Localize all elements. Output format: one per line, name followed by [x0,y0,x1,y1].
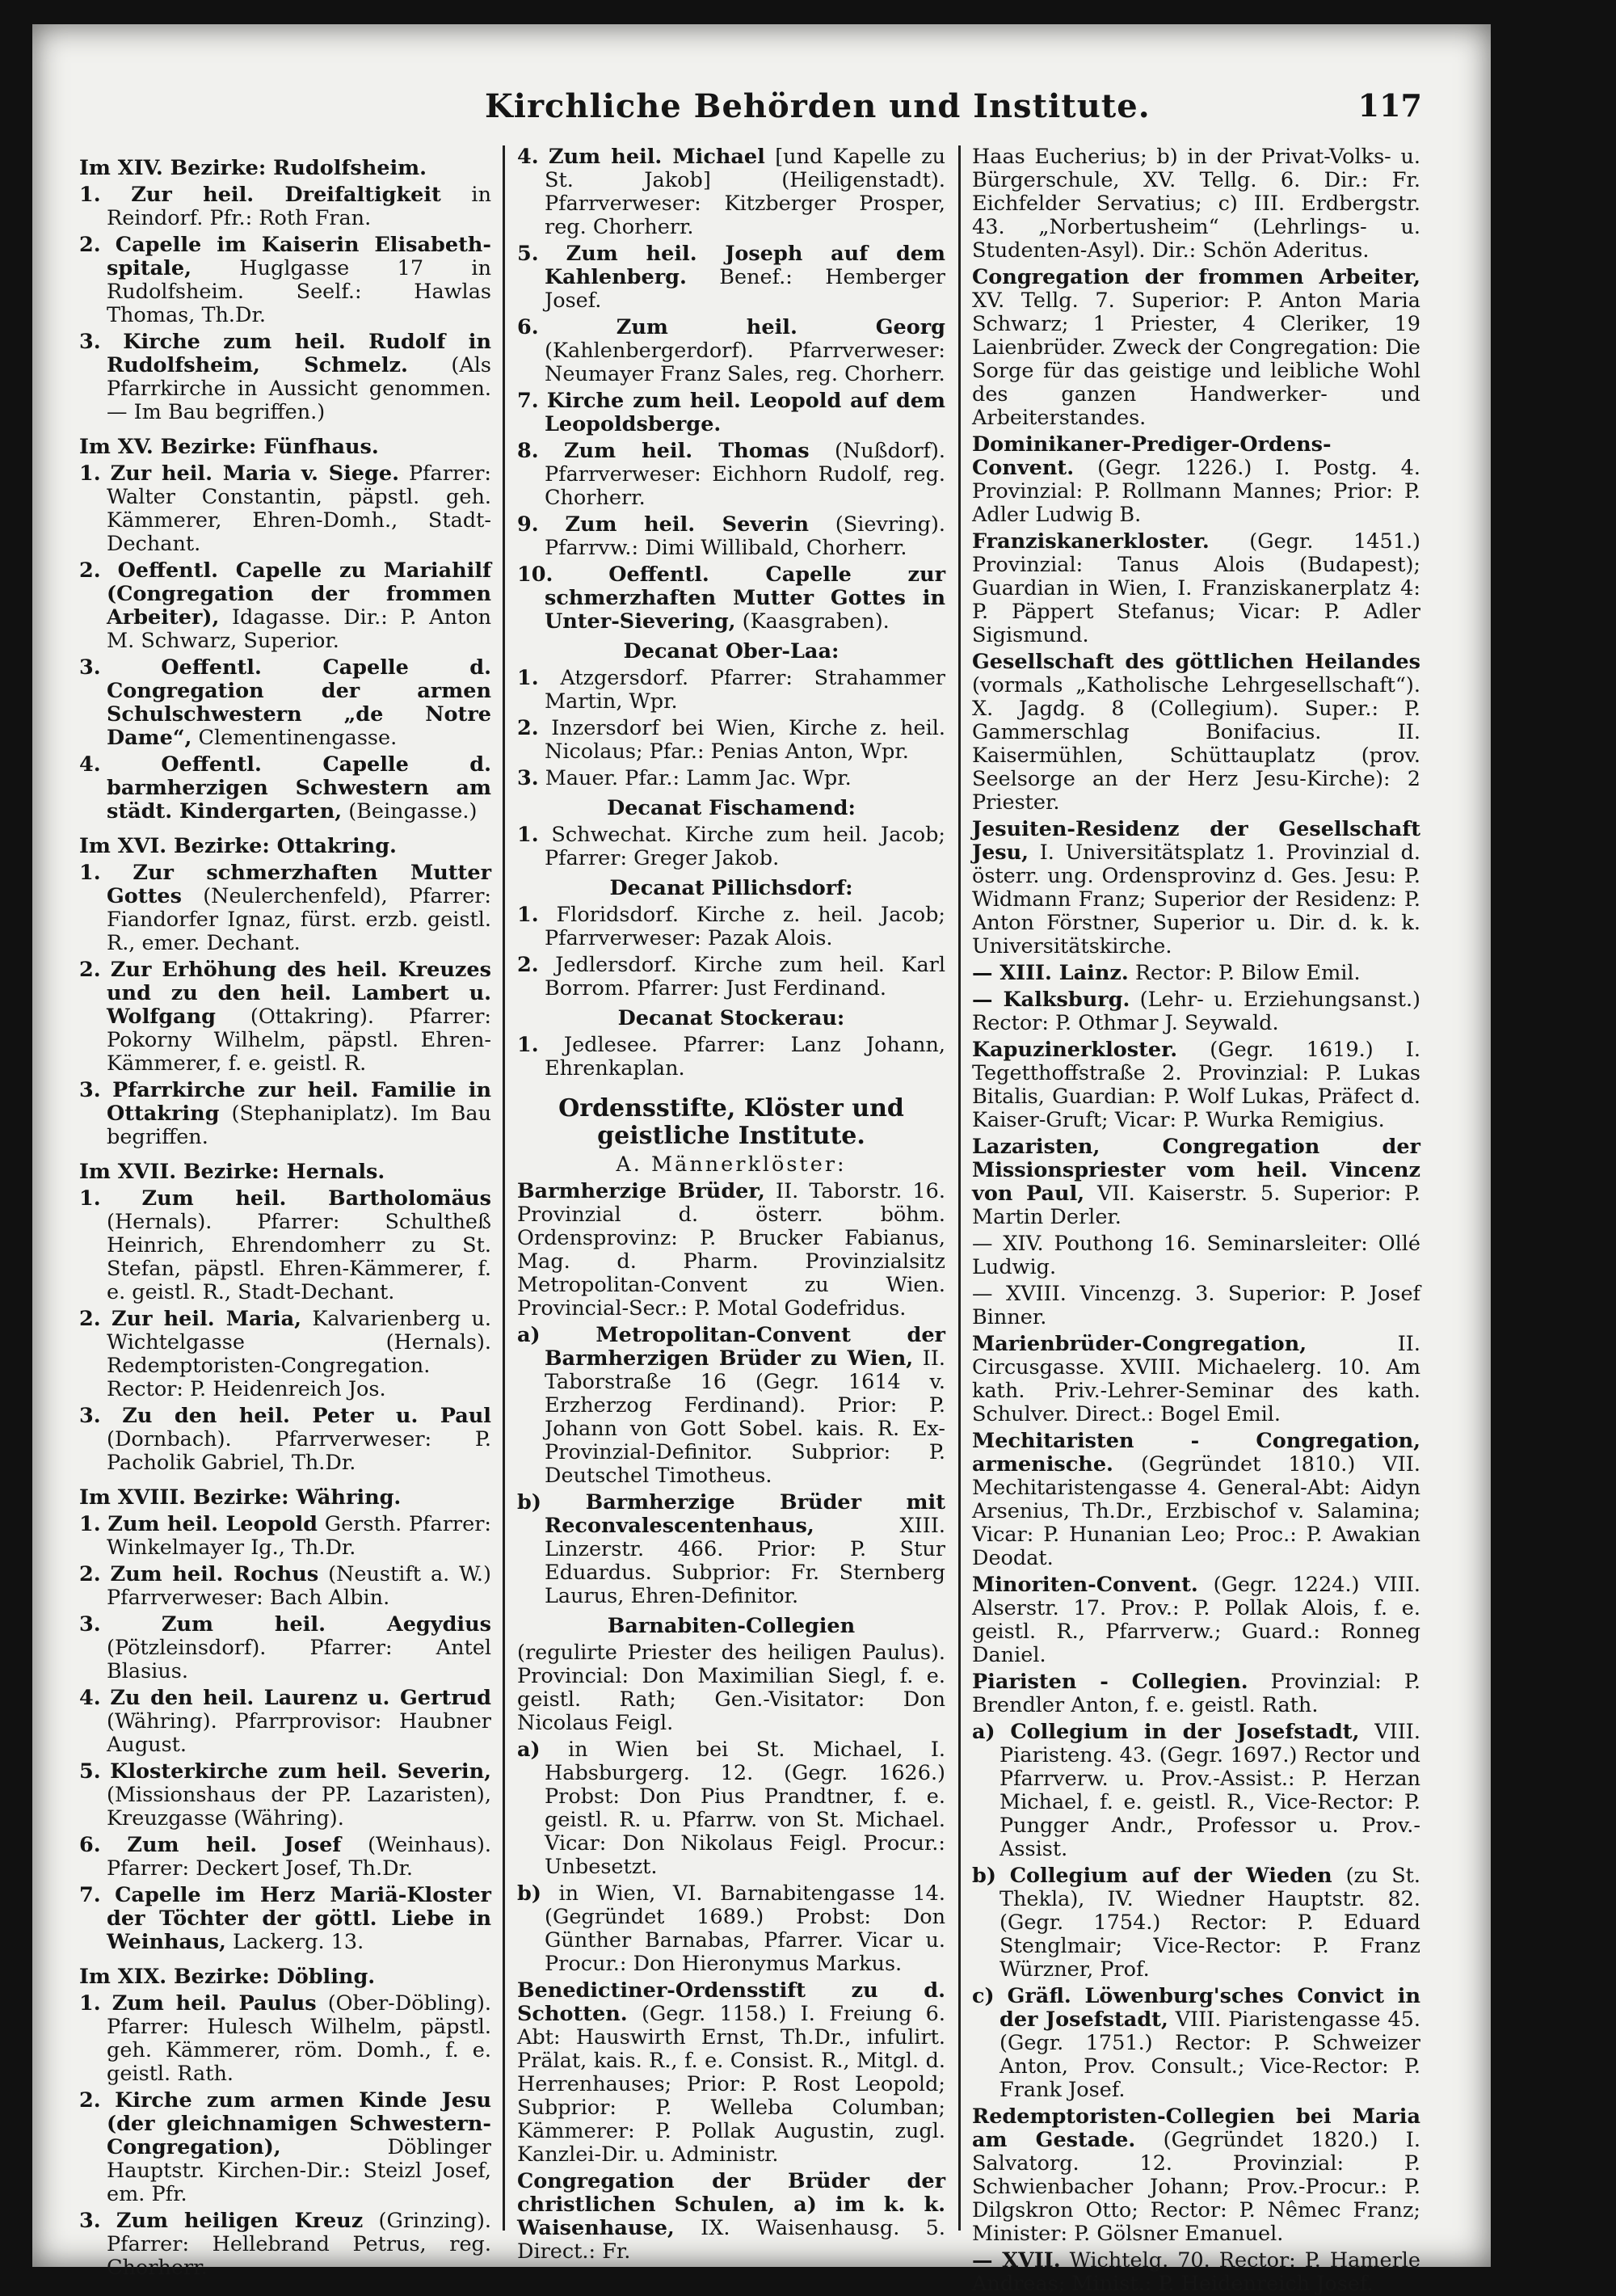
entry-text: VII. Kaiserstr. 5. Superior: P. Martin Derler. [972,1182,1420,1229]
entry-heading: Jesuiten-Residenz der Gesellschaft Jesu, [972,817,1420,865]
directory-entry [517,667,945,714]
entry-number: 2. [79,2088,101,2113]
directory-entry [972,988,1420,1035]
entry-number: 2. [79,1562,101,1586]
directory-entry [79,462,491,556]
entry-number: 1. [517,823,539,847]
entry-heading: Kirche zum armen Kinde Jesu (der gleichnamigen Schwestern-Congregation), [107,2088,492,2159]
section-heading: Im XV. Bezirke: Fünfhaus. [79,435,379,459]
entry-number: 7. [517,389,539,413]
directory-entry [972,1232,1420,1279]
entry-number: 3. [79,330,101,354]
entry-text: XV. Tellg. 7. Superior: P. Anton Maria Schwarz; 1 Priester, 4 Cleriker, 19 Laienbrüder. Zweck der Congregation: Die Sorge für das geistige und leibliche Wohl des ganzen Handwerker- und Arbeiterstandes. [972,289,1420,430]
directory-entry [79,234,491,327]
directory-entry [972,1430,1420,1570]
entry-heading: Collegium auf der Wieden [1009,1864,1332,1888]
page-number: 117 [1357,87,1422,124]
directory-entry [517,440,945,510]
entry-text: (Sievring). Pfarrvw.: Dimi Willibald, Chorherr. [545,512,945,560]
entry-text: (Pötzleinsdorf). Pfarrer: Antel Blasius. [107,1636,491,1683]
entry-heading: Zur heil. Maria v. Siege. [110,461,399,486]
sub-heading: Decanat Stockerau: [617,1006,845,1030]
entry-number: 3. [79,2209,101,2233]
entry-heading: Gräfl. Löwenburg'sches Convict in der Josefstadt, [999,1984,1421,2032]
directory-entry [972,1670,1420,1717]
entry-heading: Metropolitan-Convent der Barmherzigen Brüder zu Wien, [545,1323,945,1371]
directory-entry [517,390,945,436]
entry-text: (Gegründet 1820.) I. Salvatorg. 12. Provinzial: P. Schwienbacher Johann; Prov.-Procur.: P. Dilgskron Otto; Rector: P. Nêmec Franz; Minister: P. Gölsner Emanuel. [972,2128,1420,2246]
entry-heading: Kirche zum heil. Rudolf in Rudolfsheim, Schmelz. [107,330,492,377]
directory-entry [79,1760,491,1830]
entry-number: a) [517,1323,541,1347]
entry-text: Döblinger Hauptstr. Kirchen-Dir.: Steizl Josef, em. Pfr. [107,2135,491,2206]
entry-text: (Stephaniplatz). Im Bau begriffen. [107,1102,491,1149]
entry-text: (Ober-Döbling). Pfarrer: Hulesch Wilhelm, päpstl. geh. Kämmerer, röm. Domh., f. e. geistl. Rath. [107,1991,492,2086]
entry-heading: Capelle im Kaiserin Elisabeth-spitale, [107,233,491,280]
entry-text: Provinzial: P. Brendler Anton, f. e. geistl. Rath. [972,1670,1420,1717]
entry-text: (Ottakring). Pfarrer: Pokorny Wilhelm, päpstl. Ehren-Kämmerer, f. e. geistl. R. [107,1005,491,1076]
directory-entry [517,824,945,870]
entry-text: Rector: P. Bilow Emil. [1134,961,1361,985]
entry-text: Gersth. Pfarrer: Winkelmayer Ig., Th.Dr. [107,1512,491,1560]
section-heading: Im XIX. Bezirke: Döbling. [79,1965,376,1989]
sub-heading: Decanat Ober-Laa: [623,639,840,664]
entry-heading: Oeffentl. Capelle d. Congregation der armen Schulschwestern „de Notre Dame“, [107,655,491,750]
sub-heading: Decanat Fischamend: [607,796,856,820]
directory-entry [79,2089,491,2206]
entry-text: IX. Waisenhausg. 5. Direct.: Fr. [517,2216,946,2264]
entry-text: Jedlesee. Pfarrer: Lanz Johann, Ehrenkaplan. [545,1033,945,1081]
directory-entry [972,962,1420,985]
entry-text: (Dornbach). Pfarrverweser: P. Pacholik Gabriel, Th.Dr. [107,1427,491,1475]
entry-heading: — XVII. [972,2248,1061,2273]
entry-number: 1. [517,1033,539,1057]
entry-heading: Benedictiner-Ordensstift zu d. Schotten. [517,1978,945,2026]
entry-heading: Zum heil. Thomas [563,439,810,463]
directory-entry [517,2170,945,2264]
entry-heading: Oeffentl. Capelle d. barmherzigen Schwestern am städt. Kindergarten, [107,752,491,824]
directory-entry [517,717,945,764]
text-column-1 [79,145,492,2280]
directory-entry [517,1491,945,1608]
entry-text: (Hernals). Pfarrer: Schultheß Heinrich, Ehrendomherr zu St. Stefan, päpstl. Ehren-Kämmerer, f. e. geistl. R., Stadt-Dechant. [107,1210,491,1304]
entry-heading: Zur schmerzhaften Mutter Gottes [107,861,491,908]
entry-text: Huglgasse 17 in Rudolfsheim. Seelf.: Hawlas Thomas, Th.Dr. [107,256,491,327]
entry-heading: Zum heil. Paulus [112,1991,317,2016]
column-rule [958,145,961,2231]
entry-heading: — XIII. Lainz. [972,961,1129,985]
entry-heading: Zu den heil. Peter u. Paul [122,1404,491,1428]
directory-entry [972,266,1420,430]
entry-number: 2. [517,953,539,977]
entry-text: Schwechat. Kirche zum heil. Jacob; Pfarrer: Greger Jakob. [545,823,945,870]
entry-text: (Lehr- u. Erziehungsanst.) Rector: P. Othmar J. Seywald. [972,988,1420,1035]
directory-entry [972,1038,1420,1132]
directory-entry [972,651,1420,815]
entry-heading: Lazaristen, Congregation der Missionspriester vom heil. Vincenz von Paul, [972,1135,1420,1206]
entry-number: c) [972,1984,995,2008]
entry-text: (Weinhaus). Pfarrer: Deckert Josef, Th.Dr. [107,1833,492,1881]
entry-heading: Zur heil. Dreifaltigkeit [131,183,441,207]
directory-entry [972,1573,1420,1667]
entry-heading: Zu den heil. Laurenz u. Gertrud [110,1686,491,1710]
entry-text: in Wien bei St. Michael, I. Habsburgerg. 12. (Gegr. 1626.) Probst: Don Pius Prandtner, f. e. geistl. R. u. Pfarrw. von St. Michael. Vicar: Don Nikolaus Feigl. Procur.: Unbesetzt. [545,1738,945,1879]
entry-heading: Marienbrüder-Congregation, [972,1332,1307,1356]
entry-heading: Zum heil. Rochus [110,1562,319,1586]
entry-text: VIII. Piaristengasse 45. (Gegr. 1751.) Rector: P. Schweizer Anton, Prov. Consult.; Vice-Rector: P. Frank Josef. [999,2007,1420,2102]
entry-number: 1. [79,461,101,486]
section-heading: Im XVI. Bezirke: Ottakring. [79,834,397,858]
entry-number: 1. [79,1512,101,1536]
entry-text: II. Taborstraße 16 (Gegr. 1614 v. Erzherzog Ferdinand). Prior: P. Johann von Gott Sobel. kais. R. Ex-Provinzial-Definitor. Subprior: P. Deutschel Timotheus. [545,1346,946,1488]
entry-text: Inzersdorf bei Wien, Kirche z. heil. Nicolaus; Pfar.: Penias Anton, Wpr. [545,716,945,764]
entry-number: 3. [79,1078,101,1102]
entry-text: in Wien, VI. Barnabitengasse 14. (Gegründet 1689.) Probst: Don Günther Barnabas, Pfarrer. Vicar u. Procur.: Don Hieronymus Markus. [545,1881,945,1976]
directory-entry [79,2210,491,2280]
entry-heading: Zum heil. Georg [616,315,945,339]
entry-number: 2. [517,716,539,740]
entry-heading: Kapuzinerkloster. [972,1038,1178,1062]
directory-entry [972,1283,1420,1329]
section-heading: Im XVII. Bezirke: Hernals. [79,1160,385,1184]
entry-text: — XVIII. Vincenzg. 3. Superior: P. Josef Binner. [972,1282,1420,1329]
entry-text: Idagasse. Dir.: P. Anton M. Schwarz, Superior. [107,605,491,653]
entry-heading: Zur Erhöhung des heil. Kreuzes und zu den heil. Lambert u. Wolfgang [107,958,491,1029]
running-head: Kirchliche Behörden und Institute. [485,87,1151,125]
directory-entry [972,818,1420,958]
entry-number: 3. [517,766,539,790]
entry-text: Floridsdorf. Kirche z. heil. Jacob; Pfarrverweser: Pazak Alois. [545,903,945,950]
entry-text: Atzgersdorf. Pfarrer: Strahammer Martin, Wpr. [545,666,945,714]
directory-entry [972,2105,1420,2246]
entry-heading: Franziskanerkloster. [972,529,1210,554]
directory-entry [79,1884,491,1954]
entry-number: 1. [79,1186,101,1211]
directory-entry [79,1187,491,1304]
entry-number: 10. [517,562,553,587]
entry-text: Haas Eucherius; b) in der Privat-Volks- u. Bürgerschule, XV. Tellg. 6. Dir.: Fr. Eichfelder Servatius; c) III. Erdbergstr. 43. „Norbertusheim“ (Lehrlings- u. Studenten-Asyl). Dir.: Schön Aderitus. [972,145,1420,263]
entry-number: 6. [79,1833,101,1857]
directory-entry [517,316,945,386]
entry-heading: Dominikaner-Prediger-Ordens-Convent. [972,432,1332,480]
entry-heading: Piaristen - Collegien. [972,1670,1248,1694]
entry-number: 1. [79,183,101,207]
entry-text: I. Universitätsplatz 1. Provinzial d. österr. ung. Ordensprovinz d. Ges. Jesu: P. Widmann Franz; Superior der Residenz: P. Anton Förstner, Superior u. Dir. d. k. k. Universitätskirche. [972,840,1420,958]
entry-heading: Pfarrkirche zur heil. Familie in Ottakring [107,1078,491,1126]
entry-number: 5. [517,242,539,266]
entry-heading: Gesellschaft des göttlichen Heilandes [972,650,1420,674]
sub-heading: Decanat Pillichsdorf: [609,876,853,900]
entry-text: (Grinzing). Pfarrer: Hellebrand Petrus, reg. Chorherr. [107,2209,492,2280]
entry-heading: Congregation der frommen Arbeiter, [972,265,1420,289]
section-heading: Im XIV. Bezirke: Rudolfsheim. [79,156,427,180]
directory-entry [517,954,945,1001]
text-column-2 [517,145,946,2264]
entry-text: (regulirte Priester des heiligen Paulus). Provincial: Don Maximilian Siegl, f. e. geistl. Rath; Gen.-Visitator: Don Nicolaus Feigl. [517,1641,945,1735]
entry-text: (Missionshaus der PP. Lazaristen), Kreuzgasse (Währing). [107,1783,491,1830]
directory-entry [517,513,945,560]
directory-entry [79,1513,491,1560]
directory-entry [517,145,945,239]
scanned-page [32,24,1491,2296]
entry-number: 9. [517,512,539,537]
entry-number: 1. [517,666,539,690]
entry-text: Kalvarienberg u. Wichtelgasse (Hernals). Redemptoristen-Congregation. Rector: P. Heidenreich Jos. [107,1307,491,1401]
entry-number: b) [972,1864,996,1888]
entry-text: Pfarrer: Walter Constantin, päpstl. geh. Kämmerer, Ehren-Domh., Stadt-Dechant. [107,461,492,556]
sub-heading: Barnabiten-Collegien [607,1614,856,1638]
directory-entry [972,1864,1420,1982]
directory-entry [79,331,491,424]
directory-entry [79,656,491,750]
entry-text: Jedlersdorf. Kirche zum heil. Karl Borrom. Pfarrer: Just Ferdinand. [545,953,945,1001]
entry-text: (Gegr. 1226.) I. Postg. 4. Provinzial: P. Rollmann Mannes; Prior: P. Adler Ludwig B. [972,456,1420,527]
entry-text: (Neustift a. W.) Pfarrverweser: Bach Albin. [107,1562,491,1610]
directory-entry [517,563,945,634]
directory-entry [517,1738,945,1879]
column-rule [503,145,505,2231]
entry-text: Lackerg. 13. [232,1930,364,1954]
entry-text: (Gegr. 1619.) I. Tegetthoffstraße 2. Provinzial: P. Lukas Bitalis, Guardian: P. Wolf Lukas, Präfect d. Kaiser-Gruft; Vicar: P. Wurka Remigius. [972,1038,1420,1132]
entry-text: (Gegr. 1158.) I. Freiung 6. Abt: Hauswirth Ernst, Th.Dr., infulirt. Prälat, kais. R., f. e. Consist. R., Mitgl. d. Herrenhauses; Prior: P. Rost Leopold; Subprior: P. Welleba Columban; Kämmerer: P. Pollak Augustin, zugl. Kanzlei-Dir. u. Administr. [517,2002,945,2167]
entry-number: 1. [79,1991,101,2016]
entry-text: (zu St. Thekla), IV. Wiedner Hauptstr. 82. (Gegr. 1754.) Rector: P. Eduard Stenglmair; Vice-Rector: P. Franz Würzner, Prof. [999,1864,1421,1982]
entry-text: (Kahlenbergerdorf). Pfarrverweser: Neumayer Franz Sales, reg. Chorherr. [545,339,945,386]
entry-number: 6. [517,315,539,339]
directory-entry [972,1985,1420,2102]
entry-text: II. Circusgasse. XVIII. Michaelerg. 10. Am kath. Priv.-Lehrer-Seminar des kath. Schulver. Direct.: Bogel Emil. [972,1332,1420,1426]
entry-text: (Kaasgraben). [742,609,890,634]
directory-entry [517,1180,945,1321]
entry-heading: Minoriten-Convent. [972,1573,1198,1597]
entry-heading: Oeffentl. Capelle zur schmerzhaften Mutter Gottes in Unter-Sievering, [545,562,946,634]
entry-heading: Zum heil. Leopold [107,1512,318,1536]
directory-entry [972,145,1420,263]
entry-number: 8. [517,439,539,463]
entry-number: a) [517,1738,541,1762]
entry-heading: Zum heil. Bartholomäus [141,1186,492,1211]
directory-entry [517,1641,945,1735]
text-column-3 [972,145,1421,2296]
directory-entry [79,1687,491,1757]
entry-text: (Nußdorf). Pfarrverweser: Eichhorn Rudolf, reg. Chorherr. [545,439,946,510]
entry-heading: Collegium in der Josefstadt, [1010,1720,1360,1744]
directory-entry [517,1034,945,1081]
entry-heading: — Kalksburg. [972,988,1130,1012]
directory-entry [79,958,491,1076]
entry-text: (Beingasse.) [348,799,478,824]
directory-entry [79,1405,491,1475]
entry-heading: Congregation der Brüder der christlichen Schulen, a) im k. k. Waisenhause, [517,2169,945,2240]
entry-heading: Zur heil. Maria, [111,1307,302,1331]
entry-number: 2. [79,958,101,982]
entry-number: a) [972,1720,995,1744]
entry-heading: Kirche zum heil. Leopold auf dem Leopoldsberge. [545,389,945,436]
entry-number: 3. [79,655,101,680]
directory-entry [517,1324,945,1488]
directory-entry [972,1721,1420,1861]
directory-entry [79,1563,491,1610]
entry-heading: Zum heil. Aegydius [161,1612,491,1637]
entry-text: Wichtelg. 70. Rector: P. Hamerle Andreas; Minist.: P. Heidenreich Josef. [972,2248,1421,2296]
directory-entry [79,1834,491,1881]
entry-number: 4. [517,145,539,169]
entry-text: (Gegr. 1224.) VIII. Alserstr. 17. Prov.: P. Pollak Alois, f. e. geistl. R., Pfarrverw.; Guard.: Ronneg Daniel. [972,1573,1420,1667]
directory-entry [972,530,1420,647]
entry-text: [und Kapelle zu St. Jakob] (Heiligenstadt). Pfarrverweser: Kitzberger Prosper, reg. Chorherr. [545,145,945,239]
entry-number: 2. [79,558,101,583]
entry-heading: Zum heil. Josef [127,1833,342,1857]
entry-number: 2. [79,1307,101,1331]
entry-heading: Redemptoristen-Collegien bei Maria am Gestade. [972,2104,1420,2152]
entry-number: 5. [79,1759,101,1784]
entry-heading: Zum heil. Severin [565,512,809,537]
directory-entry [79,559,491,653]
entry-text: — XIV. Pouthong 16. Seminarsleiter: Ollé Ludwig. [972,1232,1420,1279]
entry-heading: Zum heil. Joseph auf dem Kahlenberg. [545,242,945,289]
entry-number: 1. [79,861,101,885]
directory-entry [972,1135,1420,1229]
entry-heading: Barmherzige Brüder, [517,1179,765,1203]
directory-entry [517,242,945,313]
entry-text: (Gegr. 1451.) Provinzial: Tanus Alois (Budapest); Guardian in Wien, I. Franziskanerplatz 4: P. Päppert Stefanus; Vicar: P. Adler Sigismund. [972,529,1420,647]
entry-text: Mauer. Pfar.: Lamm Jac. Wpr. [545,766,852,790]
entry-text: Benef.: Hemberger Josef. [545,265,945,313]
entry-heading: Mechitaristen - Congregation, armenische. [972,1429,1420,1477]
section-heading: Im XVIII. Bezirke: Währing. [79,1485,402,1510]
entry-heading: Oeffentl. Capelle zu Mariahilf (Congregation der frommen Arbeiter), [107,558,491,630]
entry-number: b) [517,1490,541,1515]
entry-number: b) [517,1881,541,1906]
directory-entry [972,2249,1420,2296]
entry-heading: Zum heiligen Kreuz [116,2209,364,2233]
directory-entry [972,433,1420,527]
entry-text: (Gegründet 1810.) VII. Mechitaristengasse 4. General-Abt: Aidyn Arsenius, Th.Dr., Erzbischof v. Salamina; Vicar: P. Hunanian Leo; Proc.: P. Awakian Deodat. [972,1452,1420,1570]
directory-entry [517,904,945,950]
entry-number: 1. [517,903,539,927]
entry-number: 3. [79,1612,101,1637]
directory-entry [517,767,945,790]
entry-text: (Als Pfarrkirche in Aussicht genommen. — Im Bau begriffen.) [107,353,491,424]
directory-entry [79,1992,491,2086]
directory-entry [517,1979,945,2167]
entry-heading: Capelle im Herz Mariä-Kloster der Töchter der göttl. Liebe in Weinhaus, [107,1883,491,1954]
directory-entry [972,1333,1420,1426]
entry-heading: Klosterkirche zum heil. Severin, [110,1759,492,1784]
entry-text: XIII. Linzerstr. 466. Prior: P. Stur Eduardus. Subprior: Fr. Sternberg Laurus, Ehren-Definitor. [545,1514,945,1608]
directory-entry [79,1308,491,1401]
directory-entry [517,1882,945,1976]
directory-entry [79,753,491,824]
entry-text: VIII. Piaristeng. 43. (Gegr. 1697.) Rector und Pfarrverw. u. Prov.-Assist.: P. Herzan Michael, f. e. geistl. R., Vice-Rector: P. Pungger Andr., Professor u. Prov.-Assist. [999,1720,1420,1861]
directory-entry [79,1079,491,1149]
entry-number: 4. [79,752,101,777]
entry-heading: Zum heil. Michael [549,145,765,169]
entry-text: (vormals „Katholische Lehrgesellschaft“). X. Jagdg. 8 (Collegium). Super.: P. Gammerschlag Bonifacius. II. Kaisermühlen, Schüttauplatz (prov. Seelsorge an der Herz Jesu-Kirche): 2 Priester. [972,673,1420,815]
sub-heading: A. Männerklöster: [616,1152,847,1177]
entry-text: II. Taborstr. 16. Provinzial d. österr. böhm. Ordensprovinz: P. Brucker Fabianus, Mag. d. Pharm. Provinzialsitz Metropolitan-Convent zu Wien. Provincial-Secr.: P. Motal Godefridus. [517,1179,945,1321]
entry-number: 3. [79,1404,101,1428]
entry-heading: Barmherzige Brüder mit Reconvalescentenhaus, [545,1490,946,1538]
entry-text: in Reindorf. Pfr.: Roth Fran. [107,183,492,230]
entry-text: (Währing). Pfarrprovisor: Haubner August. [107,1709,491,1757]
entry-text: Clementinengasse. [198,726,398,750]
entry-number: 2. [79,233,101,257]
entry-text: (Neulerchenfeld), Pfarrer: Fiandorfer Ignaz, fürst. erzb. geistl. R., emer. Dechant. [107,884,491,955]
directory-entry [79,1613,491,1683]
chapter-heading: Ordensstifte, Klöster und geistliche Institute. [558,1094,904,1150]
entry-number: 4. [79,1686,101,1710]
entry-number: 7. [79,1883,101,1907]
directory-entry [79,862,491,955]
directory-entry [79,183,491,230]
